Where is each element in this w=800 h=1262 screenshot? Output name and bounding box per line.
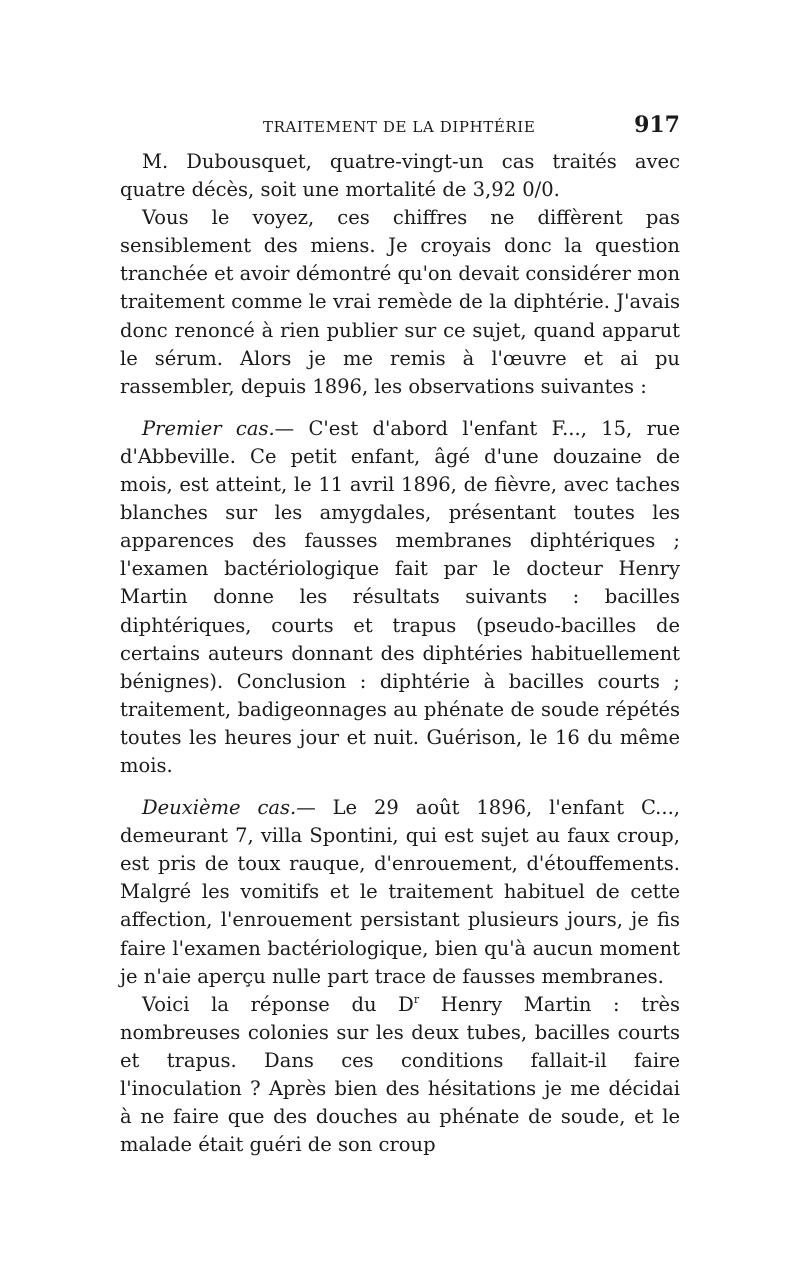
doctor-abbrev-sup: r (413, 992, 420, 1006)
case-2-text: — Le 29 août 1896, l'enfant C..., demeurant 7, villa Spontini, qui est sujet au faux croup, est pris de toux rauque, d'enrouement, d'étouffements. Malgré les vomitifs et le traitement habituel de cette affection, l'enrouement persistant plusieurs jours, je fis faire l'examen bactériologique, bien qu'à aucun moment je n'aie aperçu nulle part trace de fausses membranes. (120, 796, 680, 988)
body-text (120, 148, 680, 1159)
book-page (120, 112, 680, 1159)
paragraph-5-start: Voici la réponse du D (142, 992, 414, 1016)
page-header (120, 112, 680, 148)
page-number: 917 (634, 112, 680, 138)
paragraph-5-rest: Henry Martin : très nombreuses colonies sur les deux tubes, bacilles courts et trapus. Dans ces conditions fallait-il faire l'inoculation ? Après bien des hésitations je me décidai à ne faire que des douches au phénate de soude, et le malade était guéri de son croup (120, 992, 680, 1157)
paragraph-5 (120, 991, 680, 1160)
paragraph-case-2 (120, 794, 680, 991)
paragraph-2: Vous le voyez, ces chiffres ne diffèrent pas sensiblement des miens. Je croyais donc la question tranchée et avoir démontré qu'on devait considérer mon traitement comme le vrai remède de la diphtérie. J'avais donc renoncé à rien publier sur ce sujet, quand apparut le sérum. Alors je me remis à l'œuvre et ai pu rassembler, depuis 1896, les observations suivantes : (120, 206, 681, 398)
case-2-label: Deuxième cas. (142, 796, 297, 820)
running-title: TRAITEMENT DE LA DIPHTÉRIE (263, 118, 536, 136)
paragraph-case-1 (120, 415, 680, 780)
paragraph-1: M. Dubousquet, quatre-vingt-un cas traités avec quatre décès, soit une mortalité de 3,92 0/0. (120, 150, 680, 202)
case-1-text: — C'est d'abord l'enfant F..., 15, rue d'Abbeville. Ce petit enfant, âgé d'une douzaine de mois, est atteint, le 11 avril 1896, de fièvre, avec taches blanches sur les amygdales, présentant toutes les apparences des fausses membranes diphtériques ; l'examen bactériologique fait par le docteur Henry Martin donne les résultats suivants : bacilles diphtériques, courts et trapus (pseudo-bacilles de certains auteurs donnant des diphtéries habituellement bénignes). Conclusion : diphtérie à bacilles courts ; traitement, badigeonnages au phénate de soude répétés toutes les heures jour et nuit. Guérison, le 16 du même mois. (120, 416, 680, 777)
case-1-label: Premier cas. (142, 416, 275, 440)
